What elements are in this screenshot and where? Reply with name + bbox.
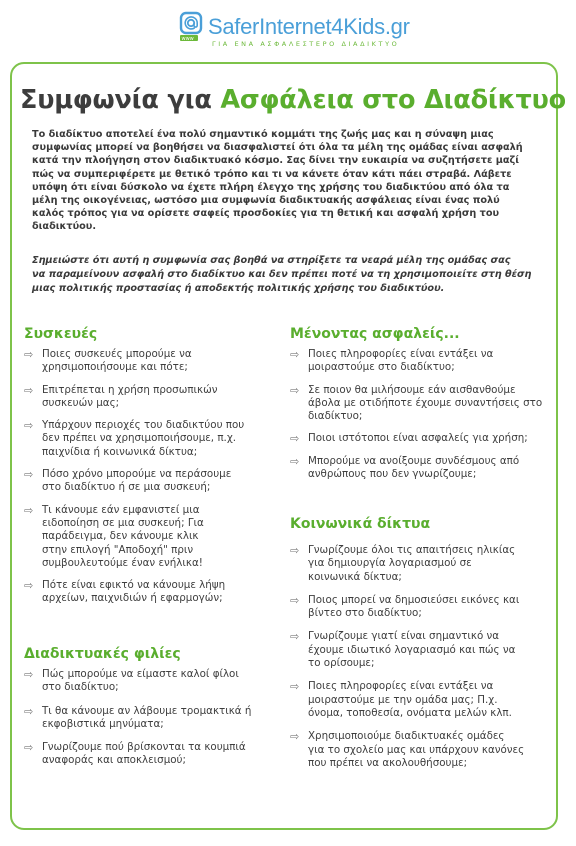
list-item-line: Ποιες πληροφορίες είναι εντάξει να (308, 348, 494, 360)
intro-line: υπόψη ότι είναι δύσκολο να έχετε πλήρη έλεγχο της χρήσης του διαδικτύου από όλα τα (32, 181, 510, 193)
arrow-bullet-icon: ⇨ (24, 668, 34, 681)
list-item-line: αρχείων, παιχνιδιών ή εφαρμογών; (42, 592, 223, 605)
list-item-line: ειδοποίηση σε μια συσκευή; Για (42, 516, 204, 529)
list-item-line: συμβουλευτούμε έναν ενήλικα! (42, 556, 203, 569)
list-item-line: Ποιος μπορεί να δημοσιεύσει εικόνες και (308, 593, 520, 606)
list-item (290, 455, 552, 482)
staying-safe-list (290, 348, 552, 481)
staying-safe-heading: Μένοντας ασφαλείς... (290, 326, 460, 342)
arrow-bullet-icon: ⇨ (290, 348, 300, 361)
arrow-bullet-icon: ⇨ (24, 419, 34, 433)
list-item-line: εκφοβιστικά μηνύματα; (42, 717, 164, 730)
arrow-bullet-icon: ⇨ (290, 383, 300, 397)
list-item-line: για δημιουργία λογαριασμού σε (308, 557, 472, 570)
list-item-line: Τι κάνουμε εάν εμφανιστεί μια (42, 503, 200, 516)
list-item (24, 348, 260, 375)
list-item (24, 668, 260, 695)
list-item-line: χρησιμοποιήσουμε και πότε; (42, 361, 188, 374)
list-item (24, 579, 260, 606)
list-item-line: στην επιλογή "Αποδοχή" πριν (42, 543, 194, 556)
list-item-line: έχουμε ιδιωτικό λογαριασμό και πώς να (308, 643, 516, 656)
list-item-line: όνομα, τοποθεσία, ονόματα μελών κλπ. (308, 706, 512, 719)
list-item (24, 504, 260, 570)
intro-line: συμφωνίας μπορεί να βοηθήσει να διασφαλιστεί ότι όλα τα μέλη της ομάδας είναι ασφαλή (32, 142, 523, 154)
arrow-bullet-icon: ⇨ (24, 383, 34, 397)
list-item (24, 741, 260, 768)
intro-line: μέλη της οικογένειας, ωστόσο μια συμφωνία διαδικτυακής ασφάλειας είναι ένας πολύ (32, 195, 500, 207)
intro-line: καλός τρόπος για να ορίσετε σαφείς προσδοκίες για τη θετική και ασφαλή χρήση του (32, 208, 500, 220)
arrow-bullet-icon: ⇨ (24, 579, 34, 593)
social-heading: Κοινωνικά δίκτυα (290, 516, 431, 532)
list-item (290, 544, 552, 584)
list-item (24, 384, 260, 411)
list-item-line: Ποιες πληροφορίες είναι εντάξει να (308, 680, 494, 693)
list-item-line: ανθρώπους που δεν γνωρίζουμε; (308, 468, 477, 481)
intro-line: διαδικτύου. (32, 221, 96, 233)
list-item (290, 384, 552, 424)
note-line: μιας πολιτικής προστασίας ή αποδεκτής πολιτικής χρήσης του διαδικτύου. (32, 283, 445, 295)
arrow-bullet-icon: ⇨ (290, 454, 300, 468)
list-item-line: Υπάρχουν περιοχές του διαδικτύου που (42, 419, 245, 432)
arrow-bullet-icon: ⇨ (290, 630, 300, 644)
user-bubble-icon (178, 10, 208, 44)
list-item (290, 432, 552, 445)
list-item-line: διαδίκτυο; (308, 410, 363, 423)
list-item (290, 730, 552, 770)
list-item-line: για το σχολείο μας και υπάρχουν κανόνες (308, 743, 525, 756)
logo-www: www (181, 36, 194, 42)
intro-line: πώς να συμπεριφέρετε με θετικό τρόπο και τι να κάνετε όταν κάτι πάει στραβά. Λάβετε (32, 168, 512, 180)
list-item-line: στο διαδίκτυο; (42, 681, 119, 694)
list-item (24, 419, 260, 459)
page-title (20, 85, 566, 115)
intro-line: κατά την πλοήγηση στον διαδικτυακό κόσμο. Σας δίνει την ευκαιρία να συζητήσετε μαζί (32, 155, 519, 167)
social-list (290, 544, 552, 770)
list-item-line: Γνωρίζουμε γιατί είναι σημαντικό να (308, 630, 500, 643)
intro-line: Το διαδίκτυο αποτελεί ένα πολύ σημαντικό κομμάτι της ζωής μας και η σύναψη μιας (32, 129, 494, 140)
list-item-line: παράδειγμα, δεν κάνουμε κλικ (42, 530, 199, 543)
site-logo (178, 10, 408, 52)
list-item-line: Ποιοι ιστότοποι είναι ασφαλείς για χρήση; (308, 432, 528, 445)
list-item-line: το ορίσουμε; (308, 657, 375, 670)
note-line: να παραμείνουν ασφαλή στο διαδίκτυο και δεν πρέπει ποτέ να τη χρησιμοποιείτε στη θέση (32, 269, 532, 281)
arrow-bullet-icon: ⇨ (24, 503, 34, 517)
list-item-line: Μπορούμε να ανοίξουμε συνδέσμους από (308, 454, 520, 467)
friendships-list (24, 668, 260, 768)
logo-tagline: ΓΙΑ ΕΝΑ ΑΣΦΑΛΕΣΤΕΡΟ ΔΙΑΔΙΚΤΥΟ (212, 40, 400, 48)
title-part-green: Ασφάλεια στο Διαδίκτυο (220, 85, 566, 115)
list-item-line: στο διαδίκτυο ή σε μια συσκευή; (42, 481, 211, 494)
list-item (24, 705, 260, 732)
list-item-line: Ποιες συσκευές μπορούμε να (42, 348, 192, 360)
list-item-line: άβολα με οτιδήποτε έχουμε συναντήσεις στο (308, 396, 543, 409)
arrow-bullet-icon: ⇨ (24, 704, 34, 718)
list-item-line: Τι θα κάνουμε αν λάβουμε τρομακτικά ή (42, 704, 252, 717)
list-item-line: Χρησιμοποιούμε διαδικτυακές ομάδες (308, 730, 505, 743)
list-item-line: δεν πρέπει να χρησιμοποιήσουμε, π.χ. (42, 432, 237, 445)
list-item-line: Σε ποιον θα μιλήσουμε εάν αισθανθούμε (308, 383, 516, 396)
list-item-line: που πρέπει να ακολουθήσουμε; (308, 756, 468, 769)
list-item (290, 630, 552, 670)
list-item-line: παιχνίδια ή κοινωνικά δίκτυα; (42, 445, 198, 458)
list-item-line: Γνωρίζουμε όλοι τις απαιτήσεις ηλικίας (308, 544, 516, 556)
arrow-bullet-icon: ⇨ (290, 432, 300, 446)
friendships-heading: Διαδικτυακές φιλίες (24, 646, 181, 662)
arrow-bullet-icon: ⇨ (290, 730, 300, 744)
arrow-bullet-icon: ⇨ (24, 468, 34, 482)
arrow-bullet-icon: ⇨ (290, 544, 300, 557)
list-item (290, 594, 552, 621)
intro-paragraph (32, 128, 547, 234)
list-item-line: κοινωνικά δίκτυα; (308, 570, 402, 583)
devices-list (24, 348, 260, 606)
title-part-dark: Συμφωνία για (20, 85, 221, 115)
arrow-bullet-icon: ⇨ (290, 680, 300, 694)
arrow-bullet-icon: ⇨ (24, 741, 34, 755)
arrow-bullet-icon: ⇨ (290, 593, 300, 607)
list-item-line: μοιραστούμε με την ομάδα μας; Π.χ. (308, 693, 498, 706)
list-item (24, 468, 260, 495)
list-item-line: Επιτρέπεται η χρήση προσωπικών (42, 383, 218, 396)
list-item (290, 348, 552, 375)
arrow-bullet-icon: ⇨ (24, 348, 34, 361)
list-item-line: Πότε είναι εφικτό να κάνουμε λήψη (42, 579, 226, 592)
list-item-line: μοιραστούμε στο διαδίκτυο; (308, 361, 455, 374)
devices-heading: Συσκευές (24, 326, 98, 342)
list-item-line: αναφοράς και αποκλεισμού; (42, 754, 186, 767)
note-paragraph (32, 254, 547, 297)
list-item-line: Πώς μπορούμε να είμαστε καλοί φίλοι (42, 668, 239, 680)
note-line: Σημειώστε ότι αυτή η συμφωνία σας βοηθά να στηρίξετε τα νεαρά μέλη της ομάδας σας (32, 255, 511, 266)
list-item-line: Γνωρίζουμε πού βρίσκονται τα κουμπιά (42, 741, 246, 754)
list-item-line: συσκευών μας; (42, 396, 120, 409)
logo-name: SaferInternet4Kids.gr (208, 14, 410, 39)
list-item (290, 680, 552, 720)
list-item-line: βίντεο στο διαδίκτυο; (308, 607, 422, 620)
list-item-line: Πόσο χρόνο μπορούμε να περάσουμε (42, 468, 232, 481)
